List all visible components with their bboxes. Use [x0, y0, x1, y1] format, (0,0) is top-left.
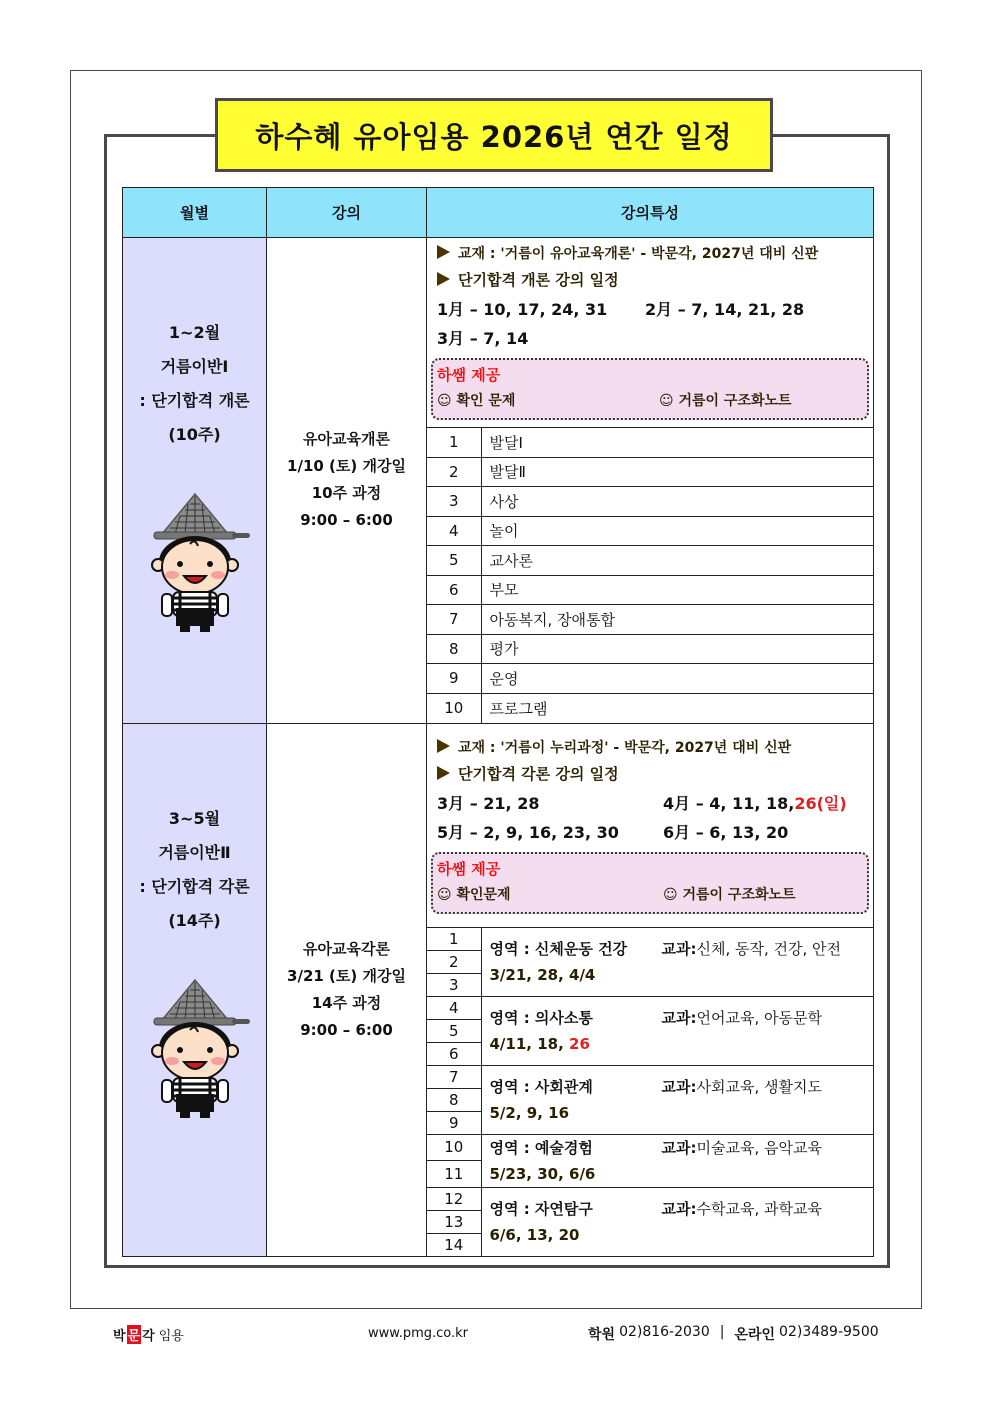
area-cell: [481, 1065, 873, 1134]
topic-name: 운영: [481, 664, 873, 694]
topic-number: 7: [427, 605, 481, 635]
lecture-time: 9:00 – 6:00: [300, 1020, 393, 1039]
title-banner: [215, 98, 773, 172]
topic-name: 평가: [481, 634, 873, 664]
topic-row: [427, 575, 873, 605]
provide-title: 하쌤 제공: [437, 859, 501, 878]
dates-right: 6月 – 6, 13, 20: [663, 822, 789, 842]
schedule-title-text: 단기합격 개론 강의 일정: [458, 271, 619, 289]
topic-name: 프로그램: [481, 693, 873, 723]
topic-row: [427, 487, 873, 517]
month-range: 3~5월: [168, 808, 221, 828]
week-number: 13: [427, 1210, 481, 1233]
month-range: 1~2월: [168, 323, 221, 342]
feature-info-1: [427, 238, 873, 427]
dates-right: [663, 789, 847, 818]
topic-number: 10: [427, 693, 481, 723]
feature-info-2: [427, 724, 873, 927]
topic-number: 4: [427, 516, 481, 546]
area-cell: [481, 996, 873, 1065]
strainer-hat-icon: [154, 980, 250, 1025]
topic-number: 8: [427, 634, 481, 664]
lecture-cell-1: [267, 238, 427, 724]
week-number: 5: [427, 1019, 481, 1042]
topic-name: 교사론: [481, 546, 873, 576]
week-number: 2: [427, 950, 481, 973]
topic-row: [427, 516, 873, 546]
lecture-cell-2: [267, 723, 427, 1257]
academy-label: 학원: [588, 1327, 616, 1343]
area-dates: [490, 1161, 874, 1187]
subject-list: 신체, 동작, 건강, 안전: [696, 939, 842, 958]
schedule-title-line: [437, 760, 869, 789]
subject-key: 교과:: [661, 1077, 697, 1096]
area-dates: [490, 1222, 874, 1248]
provide-item-notes: ☺ 거름이 구조화노트: [663, 886, 796, 903]
triangle-bullet-icon: [437, 272, 450, 286]
topic-name: 발달Ⅰ: [481, 428, 873, 458]
dates-row: [437, 324, 869, 353]
area-dates-text: 3/21, 28, 4/4: [489, 965, 596, 984]
logo-text-mid: 문: [127, 1325, 142, 1344]
class-subtitle: : 단기합격 개론: [139, 391, 250, 410]
dates-right: 2月 – 7, 14, 21, 28: [645, 300, 805, 319]
triangle-bullet-icon: [437, 245, 450, 259]
subject-list: 언어교육, 아동문학: [696, 1008, 822, 1027]
topic-list: [427, 427, 873, 723]
subject-list: 수학교육, 과학교육: [696, 1199, 822, 1218]
subject-key: 교과:: [661, 1008, 697, 1027]
area-list: [427, 927, 873, 1257]
topic-name: 아동복지, 장애통합: [481, 605, 873, 635]
triangle-bullet-icon: [437, 766, 450, 780]
logo-text-left: 박: [113, 1329, 126, 1344]
week-number: 12: [427, 1187, 481, 1210]
provide-item-quiz: ☺ 확인 문제: [437, 393, 516, 409]
triangle-bullet-icon: [437, 739, 450, 753]
area-dates-text: 5/23, 30, 6/6: [489, 1164, 596, 1183]
week-number: 14: [427, 1233, 481, 1256]
logo-suffix: 임용: [158, 1329, 184, 1344]
topic-number: 2: [427, 457, 481, 487]
area-label: 영역 : 자연탐구: [489, 1199, 593, 1218]
area-label: 영역 : 의사소통: [489, 1008, 593, 1027]
mascot-illustration: [140, 492, 250, 632]
provide-item-notes: ☺ 거름이 구조화노트: [659, 393, 792, 409]
topic-row: [427, 634, 873, 664]
area-label: 영역 : 사회관계: [489, 1077, 593, 1096]
dates-right-highlight: 26(일): [794, 793, 847, 813]
lecture-duration: 10주 과정: [311, 484, 382, 503]
month-cell-1: [123, 238, 267, 724]
topic-number: 5: [427, 546, 481, 576]
logo-text-right: 각: [142, 1329, 155, 1344]
area-line: [490, 1135, 874, 1161]
online-label: 온라인: [734, 1327, 776, 1343]
contact-info: [588, 1324, 879, 1344]
area-line: [490, 1005, 874, 1031]
subject-key: 교과:: [661, 939, 697, 958]
dates-left: 3月 – 21, 28: [437, 793, 540, 813]
week-number: 3: [427, 973, 481, 996]
textbook-line: [437, 242, 869, 266]
topic-name: 놀이: [481, 516, 873, 546]
area-week-row: [427, 1065, 873, 1088]
topic-row: [427, 605, 873, 635]
textbook-line: [437, 736, 869, 760]
header-features: 강의특성: [427, 188, 874, 238]
header-lecture: 강의: [267, 188, 427, 238]
area-week-row: [427, 1134, 873, 1161]
feature-cell-2: [427, 723, 874, 1257]
textbook-text: 교재 : '거름이 누리과정' - 박문각, 2027년 대비 신판: [458, 739, 792, 756]
dates-row: [437, 295, 869, 324]
lecture-time: 9:00 – 6:00: [300, 511, 393, 530]
provide-item-quiz: ☺ 확인문제: [437, 886, 511, 903]
month-cell-2: [123, 723, 267, 1257]
area-week-row: [427, 996, 873, 1019]
week-number: 10: [427, 1134, 481, 1161]
topic-number: 1: [427, 428, 481, 458]
provide-title: 하쌤 제공: [437, 366, 501, 384]
subject-key: 교과:: [661, 1199, 697, 1218]
area-cell: [481, 927, 873, 996]
feature-cell-1: [427, 238, 874, 724]
area-dates-text: 4/11, 18,: [489, 1034, 570, 1053]
page-footer: [0, 1322, 992, 1348]
publisher-logo: [113, 1325, 184, 1344]
provide-items: [437, 882, 863, 908]
area-dates-text: 6/6, 13, 20: [489, 1225, 580, 1244]
lecture-name: 유아교육개론: [303, 430, 390, 449]
topic-name: 부모: [481, 575, 873, 605]
schedule-title-text: 단기합격 각론 강의 일정: [458, 764, 619, 783]
academy-phone: 02)816-2030: [619, 1324, 710, 1340]
area-dates: [490, 1100, 874, 1126]
separator: |: [719, 1324, 725, 1340]
topic-row: [427, 693, 873, 723]
lecture-name: 유아교육각론: [303, 939, 390, 958]
lecture-duration: 14주 과정: [311, 993, 382, 1012]
lecture-start-date: 3/21 (토) 개강일: [287, 966, 406, 985]
topic-name: 발달Ⅱ: [481, 457, 873, 487]
class-weeks: (14주): [168, 910, 221, 930]
class-subtitle: : 단기합격 각론: [139, 876, 250, 896]
week-number: 8: [427, 1088, 481, 1111]
dates-right-text: 4月 – 4, 11, 18,: [663, 793, 795, 813]
topic-number: 9: [427, 664, 481, 694]
week-number: 6: [427, 1042, 481, 1065]
area-dates-text: 5/2, 9, 16: [489, 1103, 570, 1122]
provide-box: [431, 852, 869, 914]
schedule-table: [122, 187, 874, 1257]
dates-row: [437, 818, 869, 847]
page-title: 하수혜 유아임용 2026년 연간 일정: [255, 119, 733, 154]
week-number: 11: [427, 1161, 481, 1188]
topic-row: [427, 664, 873, 694]
area-week-row: [427, 927, 873, 950]
website-link[interactable]: www.pmg.co.kr: [368, 1326, 469, 1341]
class-weeks: (10주): [168, 425, 221, 444]
week-number: 9: [427, 1111, 481, 1134]
area-line: [490, 936, 874, 962]
week-number: 1: [427, 927, 481, 950]
provide-items: [437, 388, 863, 414]
area-line: [490, 1074, 874, 1100]
topic-name: 사상: [481, 487, 873, 517]
subject-key: 교과:: [661, 1138, 697, 1157]
table-header-row: [123, 188, 874, 238]
dates-left: 1月 – 10, 17, 24, 31: [437, 300, 608, 319]
area-dates: [490, 1031, 874, 1057]
textbook-text: 교재 : '거름이 유아교육개론' - 박문각, 2027년 대비 신판: [458, 246, 819, 262]
area-week-row: [427, 1187, 873, 1210]
class-name: 거름이반Ⅰ: [160, 357, 229, 376]
topic-number: 3: [427, 487, 481, 517]
week-number: 4: [427, 996, 481, 1019]
area-line: [490, 1196, 874, 1222]
area-label: 영역 : 신체운동 건강: [489, 939, 628, 958]
online-phone: 02)3489-9500: [779, 1324, 879, 1340]
area-cell: [481, 1134, 873, 1187]
header-month: 월별: [123, 188, 267, 238]
area-label: 영역 : 예술경험: [489, 1138, 593, 1157]
dates-left: 3月 – 7, 14: [437, 329, 529, 348]
topic-row: [427, 457, 873, 487]
topic-number: 6: [427, 575, 481, 605]
section-row-2: [123, 723, 874, 1257]
mascot-illustration: [140, 978, 250, 1118]
dates-left: 5月 – 2, 9, 16, 23, 30: [437, 822, 619, 842]
area-dates: [490, 962, 874, 988]
subject-list: 미술교육, 음악교육: [696, 1138, 822, 1157]
subject-list: 사회교육, 생활지도: [696, 1077, 822, 1096]
topic-row: [427, 428, 873, 458]
class-name: 거름이반Ⅱ: [158, 842, 231, 862]
week-number: 7: [427, 1065, 481, 1088]
section-row-1: [123, 238, 874, 724]
strainer-hat-icon: [154, 494, 250, 539]
area-dates-highlight: 26: [569, 1034, 590, 1053]
provide-box: [431, 358, 869, 420]
topic-row: [427, 546, 873, 576]
area-cell: [481, 1187, 873, 1256]
dates-row: [437, 789, 869, 818]
lecture-start-date: 1/10 (토) 개강일: [287, 457, 406, 476]
schedule-title-line: [437, 266, 869, 295]
